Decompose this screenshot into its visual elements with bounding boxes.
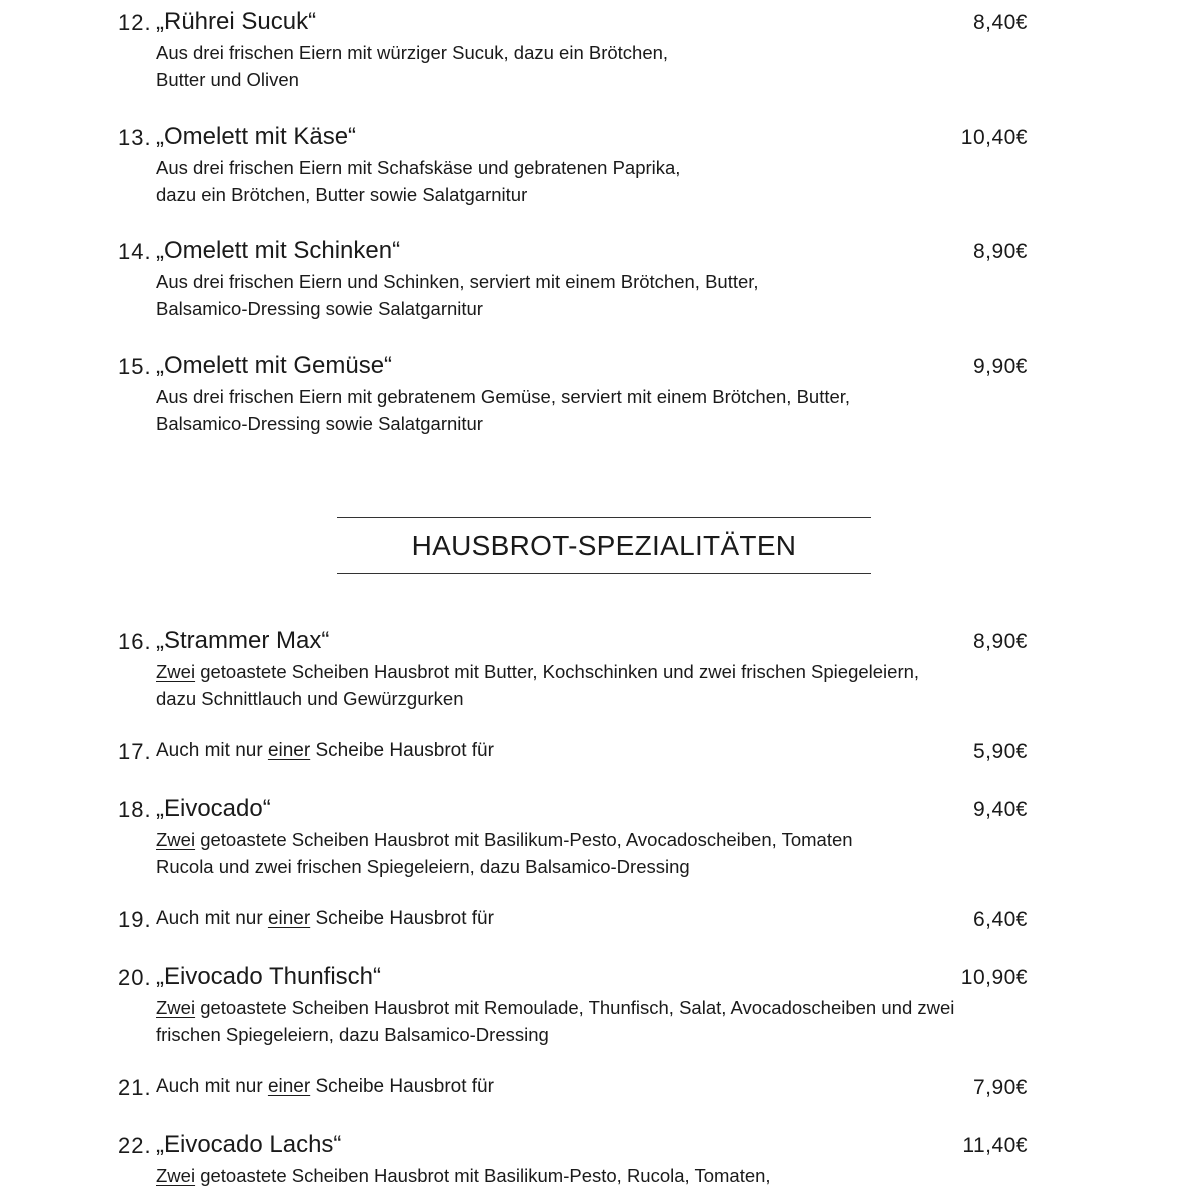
item-description <box>156 154 976 208</box>
item-number: 20. <box>118 965 152 990</box>
desc-line: Aus drei frischen Eiern mit Schafskäse und gebratenen Paprika, <box>156 157 681 178</box>
item-title: „Eivocado Thunfisch“ <box>156 963 381 990</box>
desc-line <box>156 1162 976 1189</box>
item-title: „Omelett mit Gemüse“ <box>156 352 393 379</box>
note-text: Auch mit nur <box>156 908 268 929</box>
underlined-word: Zwei <box>156 997 196 1018</box>
item-number: 18. <box>118 797 152 822</box>
item-description <box>156 39 976 93</box>
item-number: 19. <box>118 907 152 932</box>
item-price: 10,40€ <box>960 126 1028 149</box>
item-title: „Omelett mit Käse“ <box>156 123 357 150</box>
underlined-word: Zwei <box>156 829 196 850</box>
item-price: 11,40€ <box>962 1134 1028 1157</box>
item-price: 6,40€ <box>972 908 1028 931</box>
item-price: 8,90€ <box>972 630 1028 653</box>
item-price: 9,40€ <box>972 798 1028 821</box>
desc-line: Aus drei frischen Eiern mit gebratenem Gemüse, serviert mit einem Brötchen, Butter, <box>156 386 851 407</box>
item-price: 8,40€ <box>972 11 1028 34</box>
desc-line: Aus drei frischen Eiern und Schinken, serviert mit einem Brötchen, Butter, <box>156 271 759 292</box>
note-text: Scheibe Hausbrot für <box>310 740 494 761</box>
desc-line: dazu ein Brötchen, Butter sowie Salatgarnitur <box>156 184 528 205</box>
item-description <box>156 658 976 712</box>
item-number: 17. <box>118 739 152 764</box>
underlined-word: Zwei <box>156 1165 196 1186</box>
item-note <box>156 908 494 930</box>
item-description <box>156 994 976 1048</box>
desc-line: Balsamico-Dressing sowie Salatgarnitur <box>156 298 483 319</box>
desc-text: getoastete Scheiben Hausbrot mit Basilikum-Pesto, Rucola, Tomaten, <box>195 1165 771 1186</box>
item-price: 8,90€ <box>972 240 1028 263</box>
item-price: 9,90€ <box>972 355 1028 378</box>
desc-line <box>156 826 976 853</box>
item-title: „Eivocado“ <box>156 795 271 822</box>
note-text: Auch mit nur <box>156 1076 268 1097</box>
item-number: 12. <box>118 10 152 35</box>
desc-line: Balsamico-Dressing sowie Salatgarnitur <box>156 413 483 434</box>
underlined-word: einer <box>267 740 311 761</box>
item-note <box>156 1076 494 1098</box>
underlined-word: einer <box>267 908 311 929</box>
item-title: „Omelett mit Schinken“ <box>156 237 401 264</box>
item-description <box>156 383 976 437</box>
item-price: 7,90€ <box>972 1076 1028 1099</box>
item-title: „Eivocado Lachs“ <box>156 1131 342 1158</box>
item-description <box>156 268 976 322</box>
item-number: 13. <box>118 125 152 150</box>
item-price: 10,90€ <box>960 966 1028 989</box>
desc-line <box>156 994 976 1021</box>
item-number: 21. <box>118 1075 152 1100</box>
item-note <box>156 740 494 762</box>
desc-line: Butter und Oliven <box>156 69 299 90</box>
item-title: „Strammer Max“ <box>156 627 330 654</box>
item-number: 15. <box>118 354 152 379</box>
item-title: „Rührei Sucuk“ <box>156 8 317 35</box>
desc-text: getoastete Scheiben Hausbrot mit Basilikum-Pesto, Avocadoscheiben, Tomaten <box>195 829 853 850</box>
item-description <box>156 826 976 880</box>
desc-line: frischen Spiegeleiern, dazu Balsamico-Dressing <box>156 1024 549 1045</box>
item-number: 14. <box>118 239 152 264</box>
item-number: 16. <box>118 629 152 654</box>
section-title: HAUSBROT-SPEZIALITÄTEN <box>411 530 797 561</box>
section-rule-bottom <box>337 573 871 574</box>
section-rule-top <box>337 517 871 518</box>
underlined-word: Zwei <box>156 661 196 682</box>
item-description <box>156 1162 976 1189</box>
item-number: 22. <box>118 1133 152 1158</box>
note-text: Scheibe Hausbrot für <box>310 908 494 929</box>
note-text: Scheibe Hausbrot für <box>310 1076 494 1097</box>
desc-line: Rucola und zwei frischen Spiegeleiern, dazu Balsamico-Dressing <box>156 856 690 877</box>
underlined-word: einer <box>267 1076 311 1097</box>
desc-text: getoastete Scheiben Hausbrot mit Butter, Kochschinken und zwei frischen Spiegeleiern, <box>195 661 920 682</box>
desc-line <box>156 658 976 685</box>
note-text: Auch mit nur <box>156 740 268 761</box>
item-price: 5,90€ <box>972 740 1028 763</box>
desc-line: Aus drei frischen Eiern mit würziger Sucuk, dazu ein Brötchen, <box>156 42 669 63</box>
desc-text: getoastete Scheiben Hausbrot mit Remoulade, Thunfisch, Salat, Avocadoscheiben und zwei <box>195 997 955 1018</box>
desc-line: dazu Schnittlauch und Gewürzgurken <box>156 688 464 709</box>
